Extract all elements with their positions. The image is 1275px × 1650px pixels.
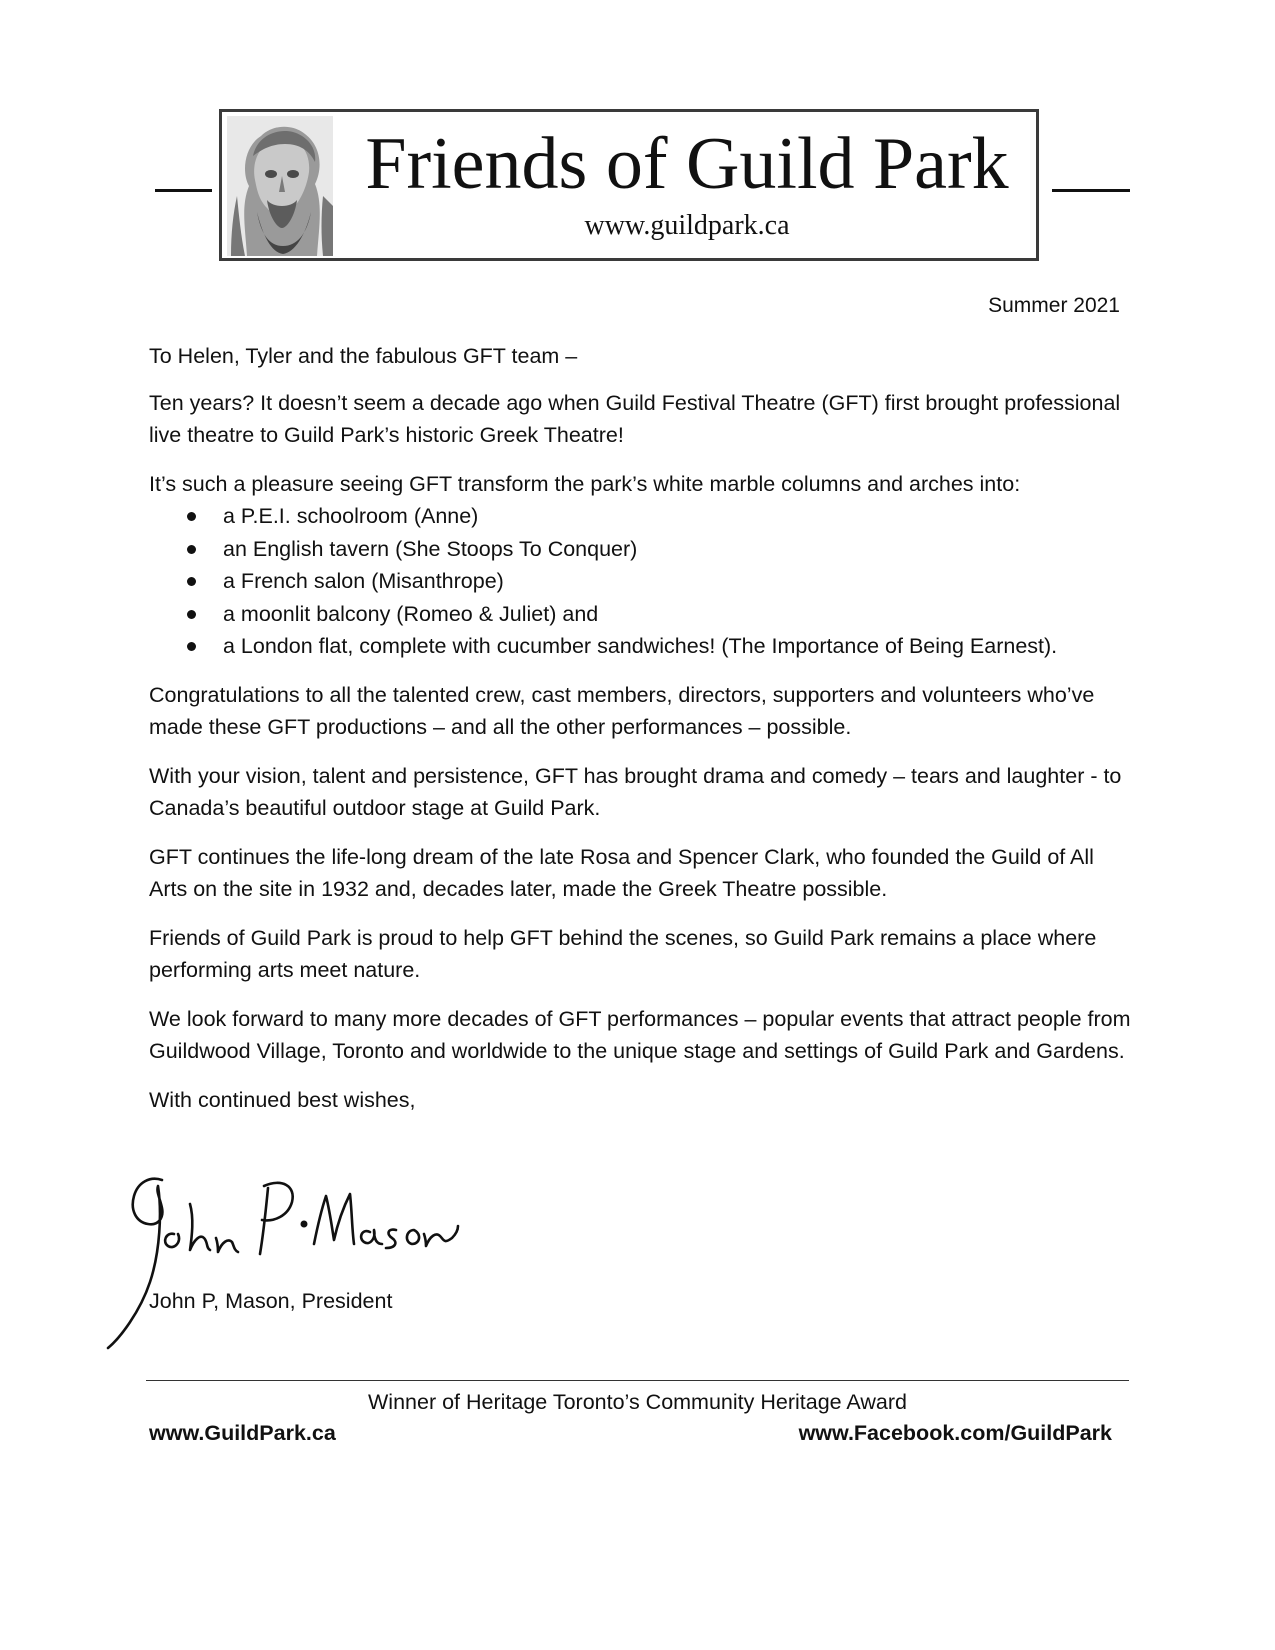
list-item-text: a moonlit balcony (Romeo & Juliet) and	[223, 601, 599, 626]
paragraph: Friends of Guild Park is proud to help GFT behind the scenes, so Guild Park remains a place where performing arts meet nature.	[149, 925, 1097, 982]
list-item-text: a London flat, complete with cucumber sandwiches! (The Importance of Being Earnest).	[223, 634, 1058, 658]
paragraph: With your vision, talent and persistence, GFT has brought drama and comedy – tears and laughter - to Canada’s beautiful outdoor stage at Guild Park.	[149, 763, 1122, 820]
letter-date: Summer 2021	[988, 294, 1120, 317]
footer-award: Winner of Heritage Toronto’s Community Heritage Award	[368, 1390, 907, 1414]
list-item-text: a P.E.I. schoolroom (Anne)	[223, 504, 479, 528]
paragraph: Congratulations to all the talented crew, cast members, directors, supporters and volunteers who’ve made these GFT productions – and all the other performances – possible.	[149, 682, 1095, 739]
list-item	[149, 565, 1134, 598]
logo-url: www.guildpark.ca	[584, 210, 790, 241]
paragraph: GFT continues the life-long dream of the late Rosa and Spencer Clark, who founded the Guild of All Arts on the site in 1932 and, decades later, made the Greek Theatre possible.	[149, 844, 1094, 901]
bullet-icon	[187, 610, 196, 619]
bullet-icon	[187, 642, 196, 651]
signer-name: John P, Mason, President	[149, 1289, 393, 1313]
bullet-icon	[187, 512, 196, 521]
bust-sculpture-icon	[227, 116, 333, 256]
list-item-text: an English tavern (She Stoops To Conquer)	[223, 536, 638, 561]
list-item	[149, 533, 1134, 566]
logo-banner	[219, 109, 1039, 261]
logo-title: Friends of Guild Park	[365, 123, 1009, 205]
bullet-icon	[187, 545, 196, 554]
list-item	[149, 630, 1134, 663]
salutation: To Helen, Tyler and the fabulous GFT team –	[149, 344, 578, 368]
bullet-icon	[187, 577, 196, 586]
list-item-text: a French salon (Misanthrope)	[223, 569, 504, 593]
paragraph-lead: It’s such a pleasure seeing GFT transform the park’s white marble columns and arches into:	[149, 471, 1021, 496]
list-item	[149, 598, 1134, 631]
paragraph: We look forward to many more decades of GFT performances – popular events that attract people from Guildwood Village, Toronto and worldwide to the unique stage and settings of Guild Park and Gardens.	[149, 1006, 1131, 1063]
list-item	[149, 500, 1134, 533]
paragraph: Ten years? It doesn’t seem a decade ago when Guild Festival Theatre (GFT) first brought professional live theatre to Guild Park’s historic Greek Theatre!	[149, 390, 1121, 447]
handwritten-signature	[100, 1172, 460, 1352]
footer-divider	[146, 1380, 1129, 1381]
footer-website: www.GuildPark.ca	[149, 1421, 336, 1445]
productions-list	[149, 500, 1134, 663]
closing: With continued best wishes,	[149, 1087, 416, 1112]
letter-body	[149, 340, 1134, 1132]
header-rule-left	[155, 189, 212, 192]
footer-facebook: www.Facebook.com/GuildPark	[798, 1421, 1112, 1445]
header-rule-right	[1052, 189, 1130, 192]
